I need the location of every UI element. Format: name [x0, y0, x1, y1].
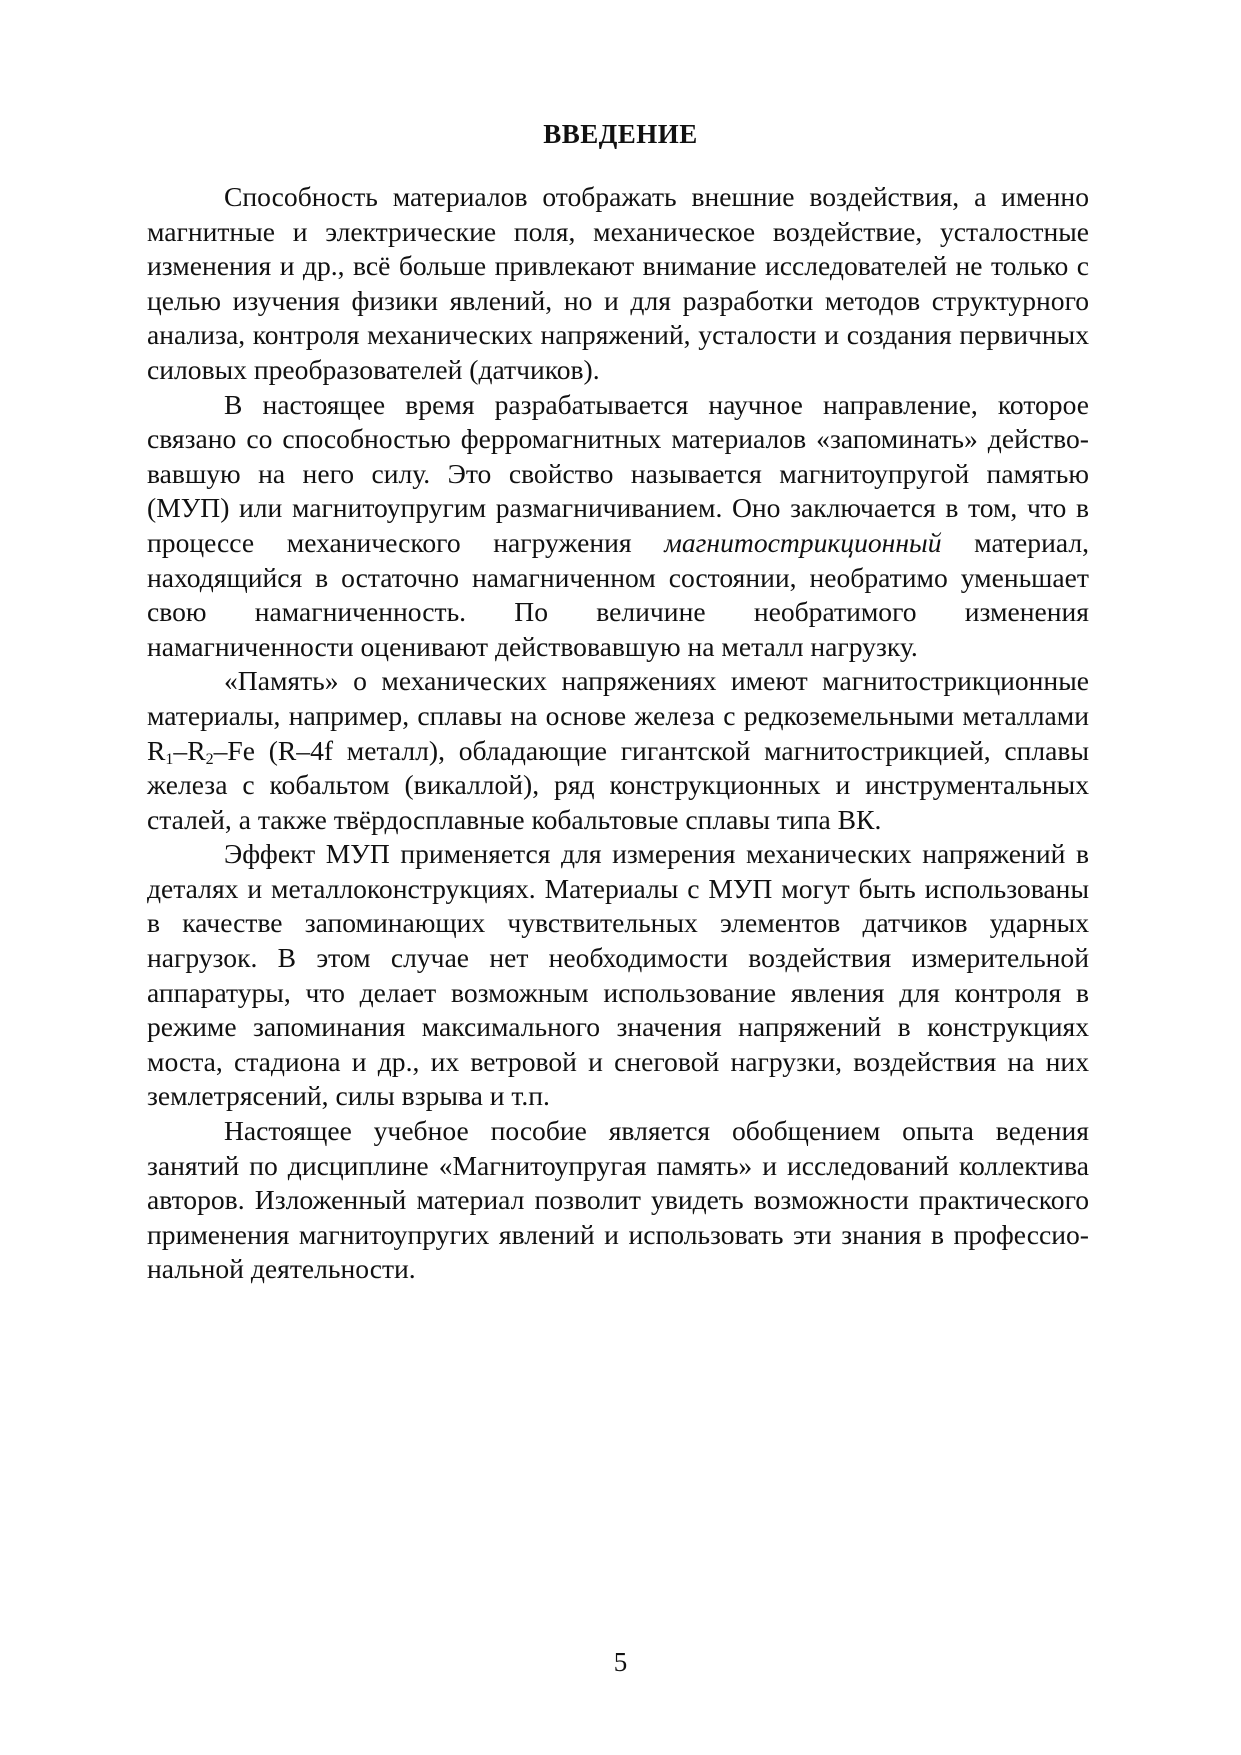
formula-dash: –R: [173, 734, 206, 766]
italic-term: магнитострикционный: [664, 526, 942, 558]
paragraph-5: Настоящее учебное пособие является обобщением опыта ведения занятий по дисциплине «Магнитоупругая память» и исследований коллектива авторов. Изложенный материал позволит увидеть возможности практического применения магнитоупругих явлений и использовать эти знания в профессиональной деятельности.: [147, 1115, 1089, 1285]
paragraph-3-text-a: «Память» о механических напряжениях имеют магнитострикционные материалы, например, сплавы на основе железа с редкоземельными металлами R: [147, 665, 1089, 766]
paragraph-2-text-b: материал, находящийся в остаточно намагниченном состоянии, необратимо уменьшает свою намагниченность. По величине необратимого изменения намагниченности оценивают действовавшую на металл нагрузку.: [147, 526, 1090, 662]
paragraph-2: [147, 388, 1089, 665]
subscript-2: 2: [205, 750, 214, 768]
paragraph-3-text-b: –Fe (R–4f металл), обладающие гигантской магнитострикцией, сплавы железа с кобальтом (викаллой), ряд конструкционных и инструментальных сталей, а также твёрдосплавные кобальтовые сплавы типа ВК.: [147, 734, 1089, 835]
body-text: [147, 180, 1089, 1287]
section-title: ВВЕДЕНИЕ: [543, 119, 698, 149]
paragraph-2-text-a: В настоящее время разрабатывается научное направление, которое связано со способностью ферромагнитных материалов «запоминать» действовавшую на него силу. Это свойство называется магнитоупругой памятью (МУП) или магнитоупругим размагничиванием. Оно заключается в том, что в процессе механического нагружения: [147, 388, 1089, 558]
paragraph-3: [147, 664, 1089, 837]
paragraph-1: Способность материалов отображать внешние воздействия, а именно магнитные и электрические поля, механическое воздействие, усталостные изменения и др., всё больше привлекают внимание исследователей не только с целью изучения физики явлений, но и для разработки методов структурного анализа, контроля механических напряжений, усталости и создания первичных силовых преобразователей (датчиков).: [147, 181, 1089, 385]
paragraph-4: Эффект МУП применяется для измерения механических напряжений в деталях и металлоконструкциях. Материалы с МУП могут быть использованы в качестве запоминающих чувствительных элементов датчиков ударных нагрузок. В этом случае нет необходимости воздействия измерительной аппаратуры, что делает возможным использование явления для контроля в режиме запоминания максимального значения напряжений в конструкциях моста, стадиона и др., их ветровой и снеговой нагрузки, воздействия на них землетрясений, силы взрыва и т.п.: [147, 838, 1089, 1112]
page-number: 5: [613, 1647, 628, 1677]
subscript-1: 1: [165, 750, 174, 768]
